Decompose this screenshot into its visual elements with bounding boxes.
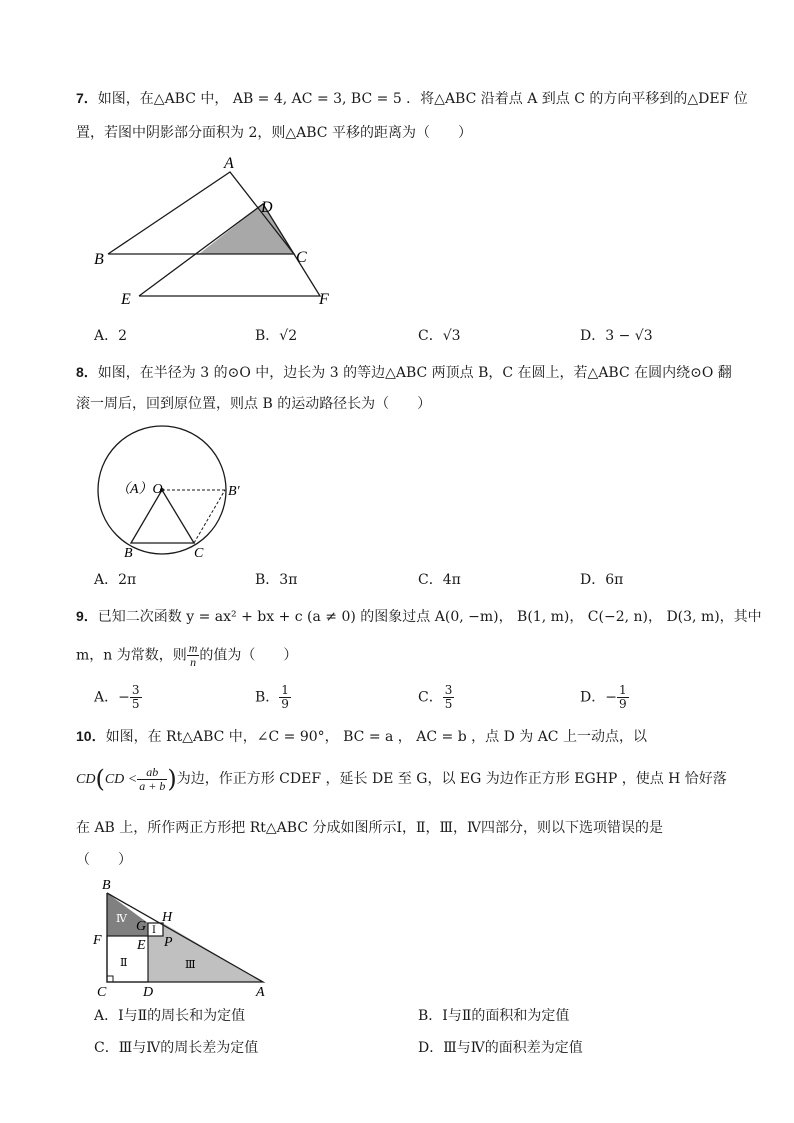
q7-label-a: A (224, 155, 234, 172)
q10-figure (88, 876, 278, 1001)
q10-label-p: P (164, 935, 173, 950)
q7-text-1: 如图，在△ABC 中， AB = 4, AC = 3, BC = 5 ．将△ABC 沿着点 A 到点 C 的方向平移到的△DEF 位 (97, 91, 748, 107)
q9-option-d-frac (617, 684, 629, 711)
q7-option-d-value: 3 − √3 (605, 328, 653, 344)
q9-option-d-num: 1 (618, 683, 627, 697)
q10-option-a-value: Ⅰ与Ⅱ的周长和为定值 (118, 1008, 246, 1024)
q9-option-a[interactable] (94, 684, 142, 711)
q9-text-2-pre: m，n 为常数，则 (76, 647, 187, 664)
q7-option-b-label: B． (255, 328, 280, 344)
q7-option-d[interactable] (580, 326, 653, 346)
q9-option-d-sign: − (605, 689, 617, 706)
q10-number: 10． (76, 728, 106, 744)
q7-label-e: E (121, 291, 131, 308)
q8-option-a-label: A． (94, 572, 119, 588)
q8-option-b-value: 3π (279, 572, 298, 588)
q7-option-d-label: D． (580, 328, 606, 344)
q10-option-d-value: Ⅲ与Ⅳ的面积差为定值 (443, 1040, 583, 1056)
q10-option-c[interactable] (94, 1038, 258, 1058)
q10-text-2-cond: CD < (104, 772, 138, 787)
q10-text-1: 如图，在 Rt△ABC 中，∠C = 90°， BC = a ， AC = b ，点 D 为 AC 上一动点，以 (105, 729, 647, 745)
q7-option-a-value: 2 (118, 328, 128, 344)
q9-fraction-num: m (188, 641, 198, 655)
q9-option-c-den: 5 (444, 697, 453, 711)
q10-text-2-cd: CD (76, 772, 96, 787)
q10-line3: 在 AB 上，所作两正方形把 Rt△ABC 分成如图所示Ⅰ，Ⅱ，Ⅲ，Ⅳ四部分，则以下选项错误的是 (76, 820, 664, 836)
q7-option-c[interactable] (418, 326, 461, 346)
q8-option-b[interactable] (255, 570, 297, 590)
q10-fraction (137, 766, 167, 793)
q8-line2: 滚一周后，回到原位置，则点 B 的运动路径长为（ ） (76, 396, 432, 412)
q10-option-b[interactable] (418, 1006, 569, 1026)
q10-label-g: G (136, 919, 147, 934)
q8-number: 8． (76, 364, 98, 380)
q8-option-d-value: 6π (605, 572, 624, 588)
q10-region-iii (148, 923, 263, 982)
q8-option-a-value: 2π (118, 572, 137, 588)
q9-option-c-frac (443, 684, 455, 711)
q7-option-b-value: √2 (279, 328, 298, 344)
q9-option-d[interactable] (580, 684, 629, 711)
q8-option-b-label: B． (255, 572, 280, 588)
q9-line2 (76, 642, 297, 669)
q8-figure (90, 422, 260, 564)
q8-option-d-label: D． (580, 572, 606, 588)
q10-label-b: B (102, 878, 111, 893)
q10-line1 (76, 726, 647, 747)
q9-option-d-den: 9 (618, 697, 627, 711)
q9-option-b-den: 9 (281, 697, 289, 711)
q10-label-d: D (143, 985, 154, 1000)
q9-fraction-den: n (190, 655, 197, 669)
q9-option-a-label: A． (94, 689, 119, 706)
q7-option-c-label: C． (418, 328, 443, 344)
q7-label-b: B (94, 251, 104, 268)
q10-option-d[interactable] (418, 1038, 583, 1058)
q10-option-b-value: Ⅰ与Ⅱ的面积和为定值 (442, 1008, 570, 1024)
q9-fraction (187, 642, 200, 669)
q8-text-1: 如图，在半径为 3 的⊙O 中，边长为 3 的等边△ABC 两顶点 B，C 在圆上，若△ABC 在圆内绕⊙O 翻 (97, 365, 732, 381)
q10-paren-close: ) (167, 765, 177, 793)
q10-label-h: H (162, 910, 173, 925)
q10-option-c-value: Ⅲ与Ⅳ的周长差为定值 (118, 1040, 259, 1056)
q10-line4: （ ） (76, 852, 132, 868)
q10-text-2-post: 为边，作正方形 CDEF ，延长 DE 至 G，以 EG 为边作正方形 EGHP ，使点 H 恰好落 (176, 771, 727, 787)
q9-option-b-frac (279, 684, 291, 711)
q10-paren-open: ( (95, 765, 105, 793)
q7-shaded-region (199, 204, 294, 254)
q9-option-c-num: 3 (444, 683, 453, 697)
q8-triangle-abc (131, 490, 194, 543)
q10-label-f: F (93, 933, 102, 948)
q7-label-d: D (261, 199, 273, 216)
q7-number: 7． (76, 90, 98, 106)
q8-option-c[interactable] (418, 570, 461, 590)
q7-figure (88, 152, 348, 312)
q10-option-a[interactable] (94, 1006, 245, 1026)
q9-option-c-label: C． (418, 689, 443, 706)
q8-option-d[interactable] (580, 570, 623, 590)
q7-line2: 置，若图中阴影部分面积为 2，则△ABC 平移的距离为（ ） (76, 125, 472, 141)
q8-line1 (76, 362, 732, 383)
q9-option-d-label: D． (580, 689, 606, 706)
q9-option-b[interactable] (255, 684, 291, 711)
q9-line1 (76, 606, 762, 627)
q9-number: 9． (76, 608, 98, 624)
q9-option-b-label: B． (255, 689, 280, 706)
q10-line2 (76, 764, 727, 795)
q9-option-c[interactable] (418, 684, 454, 711)
q9-option-a-frac (130, 684, 142, 711)
q7-option-a[interactable] (94, 326, 127, 346)
q10-option-b-label: B． (418, 1008, 443, 1024)
q9-option-a-den: 5 (131, 697, 140, 711)
q9-option-a-num: 3 (131, 683, 140, 697)
q10-label-c: C (97, 985, 107, 1000)
q10-label-region-i: Ⅰ (152, 925, 156, 936)
q9-text-1: 已知二次函数 y = ax² + bx + c (a ≠ 0) 的图象过点 A(0, −m)， B(1, m)， C(−2, n)， D(3, m)，其中 (97, 609, 762, 625)
q9-text-2-post: 的值为（ ） (199, 647, 298, 664)
q10-option-c-label: C． (94, 1040, 119, 1056)
q7-option-c-value: √3 (442, 328, 461, 344)
q8-label-b: B (124, 546, 133, 561)
q10-option-a-label: A． (94, 1008, 119, 1024)
q10-label-region-ii: Ⅱ (120, 957, 128, 969)
q8-option-c-label: C． (418, 572, 443, 588)
q8-option-a[interactable] (94, 570, 136, 590)
q8-label-c: C (194, 546, 204, 561)
q7-option-a-label: A． (94, 328, 119, 344)
q10-option-d-label: D． (418, 1040, 444, 1056)
q8-option-c-value: 4π (442, 572, 461, 588)
q10-fraction-num: ab (137, 766, 167, 780)
q10-label-a: A (256, 985, 265, 1000)
q10-label-region-iii: Ⅲ (185, 959, 196, 971)
q7-line1 (76, 88, 748, 109)
q8-label-bprime: B′ (228, 484, 240, 499)
q7-label-f: F (319, 291, 329, 308)
q10-label-e: E (137, 938, 146, 953)
q10-label-region-iv: Ⅳ (116, 913, 127, 925)
q7-label-c: C (296, 249, 307, 266)
q10-fraction-den: a + b (139, 778, 166, 793)
q10-right-angle-mark (107, 976, 113, 982)
q7-option-b[interactable] (255, 326, 297, 346)
q8-label-ao: （A）O (116, 482, 163, 497)
q9-option-b-num: 1 (281, 683, 289, 697)
q9-option-a-sign: − (118, 689, 130, 706)
